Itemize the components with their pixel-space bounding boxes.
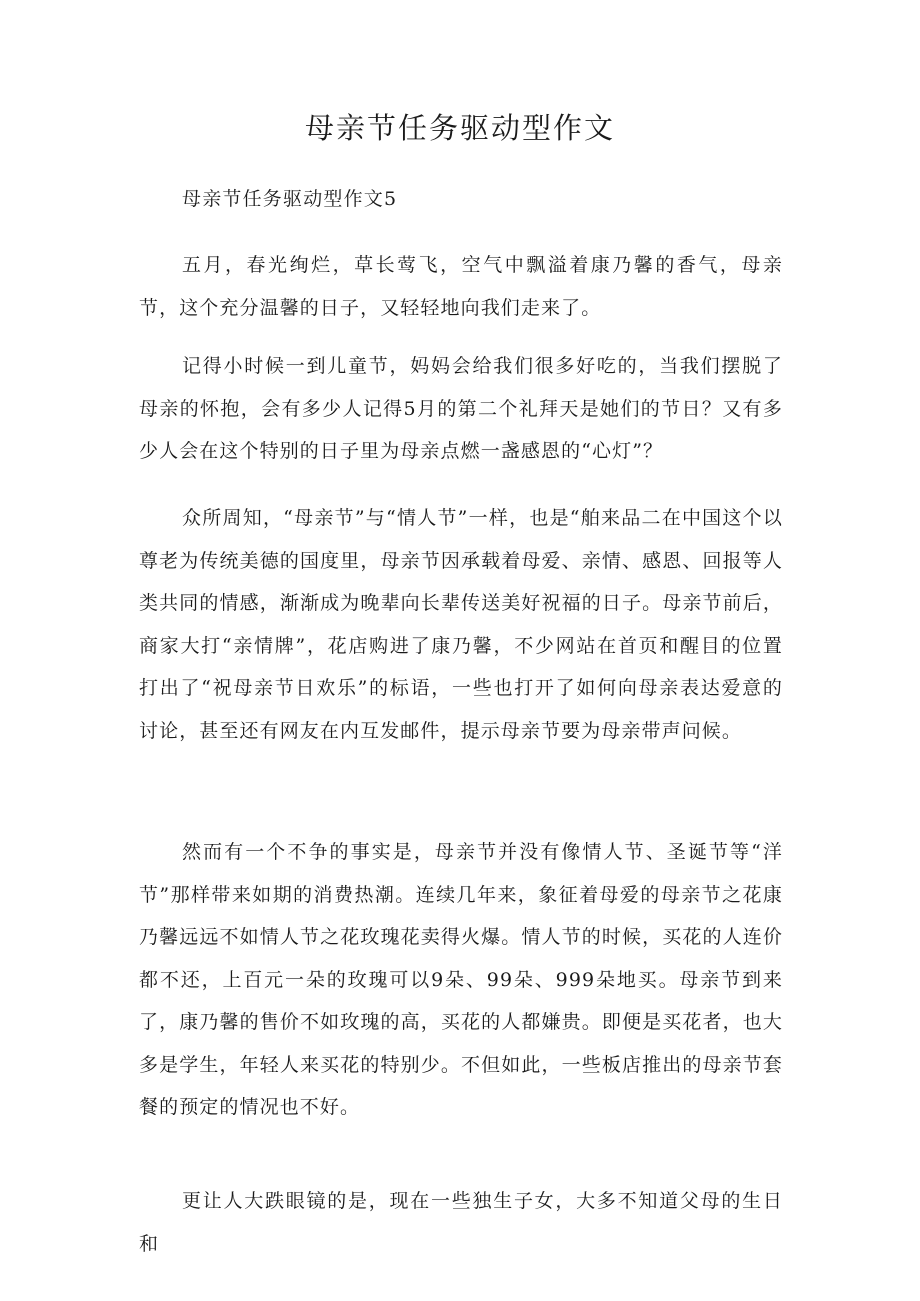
paragraph-1: 五月，春光绚烂，草长莺飞，空气中飘溢着康乃馨的香气，母亲节，这个充分温馨的日子，又轻轻地向我们走来了。 xyxy=(139,254,783,319)
document-subtitle: 母亲节任务驱动型作文5 xyxy=(182,188,398,210)
paragraph-4: 然而有一个不争的事实是，母亲节并没有像情人节、圣诞节等“洋节”那样带来如期的消费热潮。连续几年来，象征着母爱的母亲节之花康乃馨远远不如情人节之花玫瑰花卖得火爆。情人节的时候，买花的人连价都不还，上百元一朵的玫瑰可以9朵、99朵、999朵地买。母亲节到来了，康乃馨的售价不如玫瑰的高，买花的人都嫌贵。即便是买花者，也大多是学生，年轻人来买花的特别少。不但如此，一些板店推出的母亲节套餐的预定的情况也不好。 xyxy=(139,841,783,1118)
paragraph-2: 记得小时候一到儿童节，妈妈会给我们很多好吃的，当我们摆脱了母亲的怀抱，会有多少人记得5月的第二个礼拜天是她们的节日？又有多少人会在这个特别的日子里为母亲点燃一盏感恩的“心灯”？ xyxy=(139,355,783,462)
document-title: 母亲节任务驱动型作文 xyxy=(304,111,615,145)
paragraph-3: 众所周知，“母亲节”与“情人节”一样，也是“舶来品二在中国这个以尊老为传统美德的国度里，母亲节因承载着母爱、亲情、感恩、回报等人类共同的情感，渐渐成为晚辈向长辈传送美好祝福的日子。母亲节前后，商家大打“亲情牌”，花店购进了康乃馨，不少网站在首页和醒目的位置打出了“祝母亲节日欢乐”的标语，一些也打开了如何向母亲表达爱意的讨论，甚至还有网友在内互发邮件，提示母亲节要为母亲带声问候。 xyxy=(139,507,783,742)
paragraph-5: 更让人大跌眼镜的是，现在一些独生子女，大多不知道父母的生日和 xyxy=(139,1190,783,1255)
